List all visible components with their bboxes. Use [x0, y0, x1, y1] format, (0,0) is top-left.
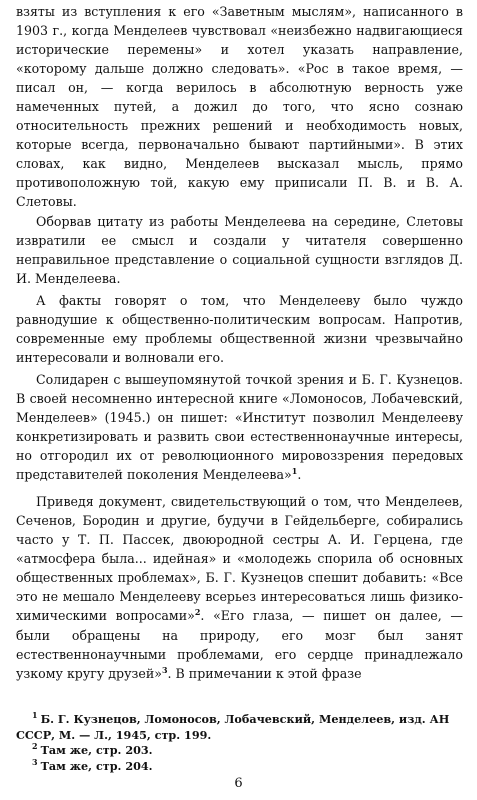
footnote-2 [16, 743, 463, 759]
footnote-3-text: Там же, стр. 204. [40, 758, 153, 773]
footnote-ref-1[interactable]: 1 [291, 465, 298, 476]
paragraph-4 [16, 370, 463, 484]
footnote-3 [16, 759, 463, 775]
paragraph-2: Оборвав цитату из работы Менделеева на середине, Слетовы извратили ее смысл и создали у читателя совершенно неправильное представление о социальной сущности взглядов Д. И. Менделеева. [16, 213, 463, 286]
main-text [16, 2, 463, 683]
paragraph-5-end: . В примечании к этой фразе [167, 665, 362, 681]
footnote-1 [16, 712, 463, 743]
footnote-ref-2[interactable]: 2 [194, 607, 201, 618]
paragraph-5 [16, 492, 463, 682]
footnote-1-number: 1 [32, 710, 38, 721]
paragraph-5-text: Приведя документ, свидетельствующий о том, что Менделеев, Сеченов, Бородин и другие, будучи в Гейдельберге, собирались часто у Т. П. Пассек, двоюродной сестры А. И. Герцена, где «атмосфера была... идейная» и «молодежь спорила об основных общественных проблемах», Б. Г. Кузнецов спешит добавить: «Все это не мешало Менделееву всерьез интересоваться лишь физико-химическими вопросами» [16, 494, 463, 624]
footnote-2-number: 2 [32, 741, 38, 752]
footnote-1-text: Б. Г. Кузнецов, Ломоносов, Лобачевский, Менделеев, изд. АН СССР, М. — Л., 1945, стр. 199. [16, 712, 450, 742]
footnote-3-number: 3 [32, 757, 38, 768]
paragraph-5-middle: . «Его глаза, — пишет он далее, — были обращены на природу, его мозг был занят естественнонаучными проблемами, его сердце принадлежало узкому кругу друзей» [16, 608, 463, 681]
paragraph-1: взяты из вступления к его «Заветным мыслям», написанного в 1903 г., когда Менделеев чувствовал «неизбежно надвигающиеся исторические перемены» и хотел указать направление, «которому дальше должно следовать». «Рос в такое время, — писал он, — когда верилось в абсолютную верность уже намеченных путей, а дожил до того, что ясно сознаю относительность прежних решений и необходимость новых, которые всегда, первоначально бывают партийными». В этих словах, как видно, Менделеев высказал мысль, прямо противоположную той, какую ему приписали П. В. и В. А. Слетовы. [16, 4, 463, 210]
footnotes [16, 712, 463, 774]
footnote-ref-3[interactable]: 3 [161, 664, 168, 675]
footnote-2-text: Там же, стр. 203. [40, 743, 153, 758]
paragraph-4-text: Солидарен с вышеупомянутой точкой зрения и Б. Г. Кузнецов. В своей несомненно интересной книге «Ломоносов, Лобачевский, Менделеев» (1945.) он пишет: «Институт позволил Менделееву конкретизировать и развить свои естественнонаучные интересы, но отгородил их от революционного мировоззрения передовых представителей поколения Менделеева» [16, 371, 463, 483]
page-number: 6 [234, 776, 243, 791]
paragraph-3: А факты говорят о том, что Менделееву было чуждо равнодушие к общественно-политическим вопросам. Напротив, современные ему проблемы общественной жизни чрезвычайно интересовали и волновали его. [16, 292, 463, 365]
paragraph-4-end: . [297, 467, 302, 483]
